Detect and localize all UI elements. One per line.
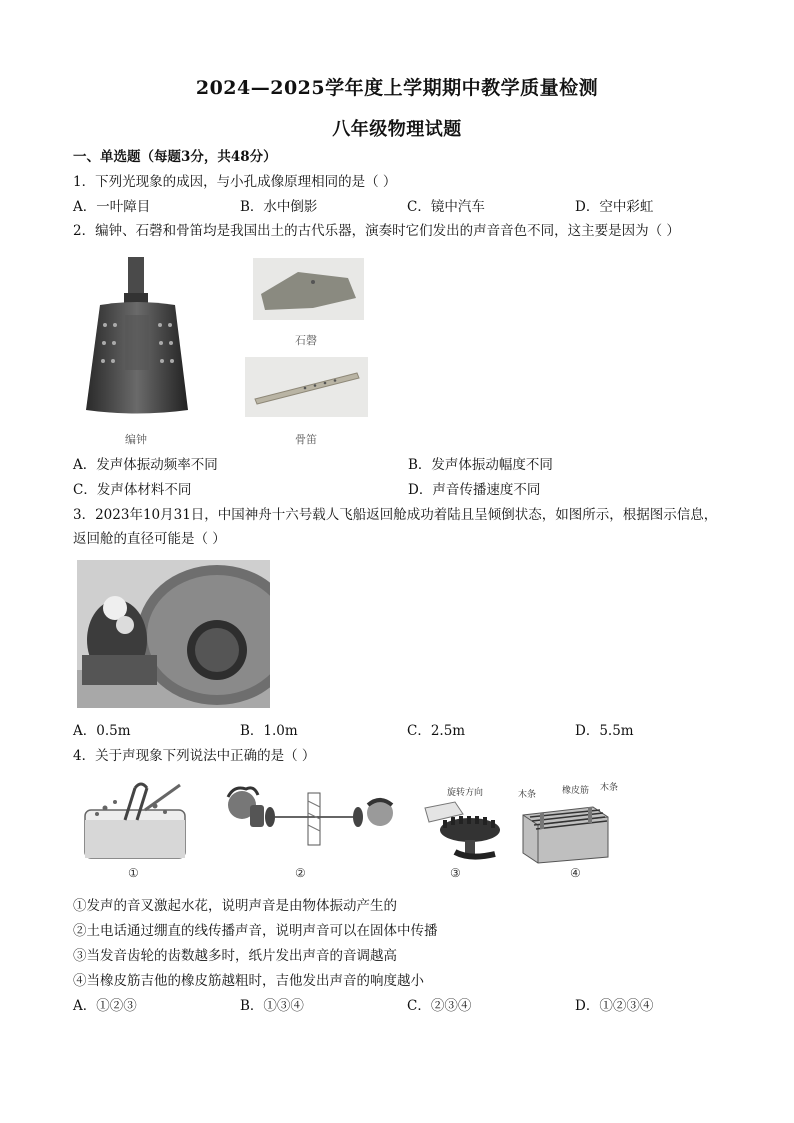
bianzhong-bell-image [80,255,195,415]
figure-1-label: ① [128,866,139,880]
question-2-stem: 2．编钟、石磬和骨笛均是我国出土的古代乐器，演奏时它们发出的声音音色不同，这主要是因为（ ） [73,223,680,239]
q4-statement-4: ④当橡皮筋吉他的橡皮筋越粗时，吉他发出声音的响度越小 [73,973,424,989]
q2-option-c[interactable]: C．发声体材料不同 [73,482,192,498]
q3-option-a[interactable]: A．0.5m [73,723,131,739]
question-3-stem-line1: 3．2023年10月31日，中国神舟十六号载人飞船返回舱成功着陆且呈倾倒状态，如图所示，根据图示信息， [73,507,718,523]
q4-option-d[interactable]: D．①②③④ [575,998,654,1014]
rubber-band-label: 橡皮筋 [562,786,590,796]
section-heading: 一、单选题（每题3分，共48分） [73,149,277,165]
flute-caption: 骨笛 [295,433,317,446]
q4-option-a[interactable]: A．①②③ [73,998,137,1014]
bell-caption: 编钟 [125,433,147,446]
q4-statement-2: ②土电话通过绷直的线传播声音，说明声音可以在固体中传播 [73,923,438,939]
return-capsule-photo [77,560,270,708]
string-telephone-figure [220,783,400,855]
figure-4-label: ④ [570,866,581,880]
q2-option-a[interactable]: A．发声体振动频率不同 [73,457,218,473]
stone-chime-image [253,258,364,320]
figure-3-label: ③ [450,866,461,880]
wood-strip-left-label: 木条 [518,790,537,800]
q4-statement-3: ③当发音齿轮的齿数越多时，纸片发出声音的音调越高 [73,948,397,964]
q1-option-d[interactable]: D．空中彩虹 [575,199,654,215]
page-subtitle: 八年级物理试题 [332,119,462,140]
question-1-stem: 1．下列光现象的成因，与小孔成像原理相同的是（ ） [73,174,397,190]
tuning-fork-water-figure [75,780,195,862]
q2-option-b[interactable]: B．发声体振动幅度不同 [408,457,553,473]
q2-option-d[interactable]: D．声音传播速度不同 [408,482,541,498]
q3-option-c[interactable]: C．2.5m [407,723,466,739]
q4-statement-1: ①发声的音叉激起水花，说明声音是由物体振动产生的 [73,898,397,914]
question-3-stem-line2: 返回舱的直径可能是（ ） [73,531,226,547]
figure-2-label: ② [295,866,306,880]
question-4-stem: 4．关于声现象下列说法中正确的是（ ） [73,748,316,764]
q3-option-b[interactable]: B．1.0m [240,723,298,739]
q1-option-a[interactable]: A．一叶障目 [73,199,151,215]
page-title: 2024—2025学年度上学期期中教学质量检测 [195,77,599,99]
chime-caption: 石磬 [295,334,317,347]
q1-option-c[interactable]: C．镜中汽车 [407,199,485,215]
rubber-band-guitar-figure [518,795,613,865]
q4-option-c[interactable]: C．②③④ [407,998,472,1014]
rotation-direction-label: 旋转方向 [447,788,484,798]
q3-option-d[interactable]: D．5.5m [575,723,634,739]
q4-option-b[interactable]: B．①③④ [240,998,304,1014]
bone-flute-image [245,357,368,417]
wood-strip-right-label: 木条 [600,783,619,793]
q1-option-b[interactable]: B．水中倒影 [240,199,318,215]
